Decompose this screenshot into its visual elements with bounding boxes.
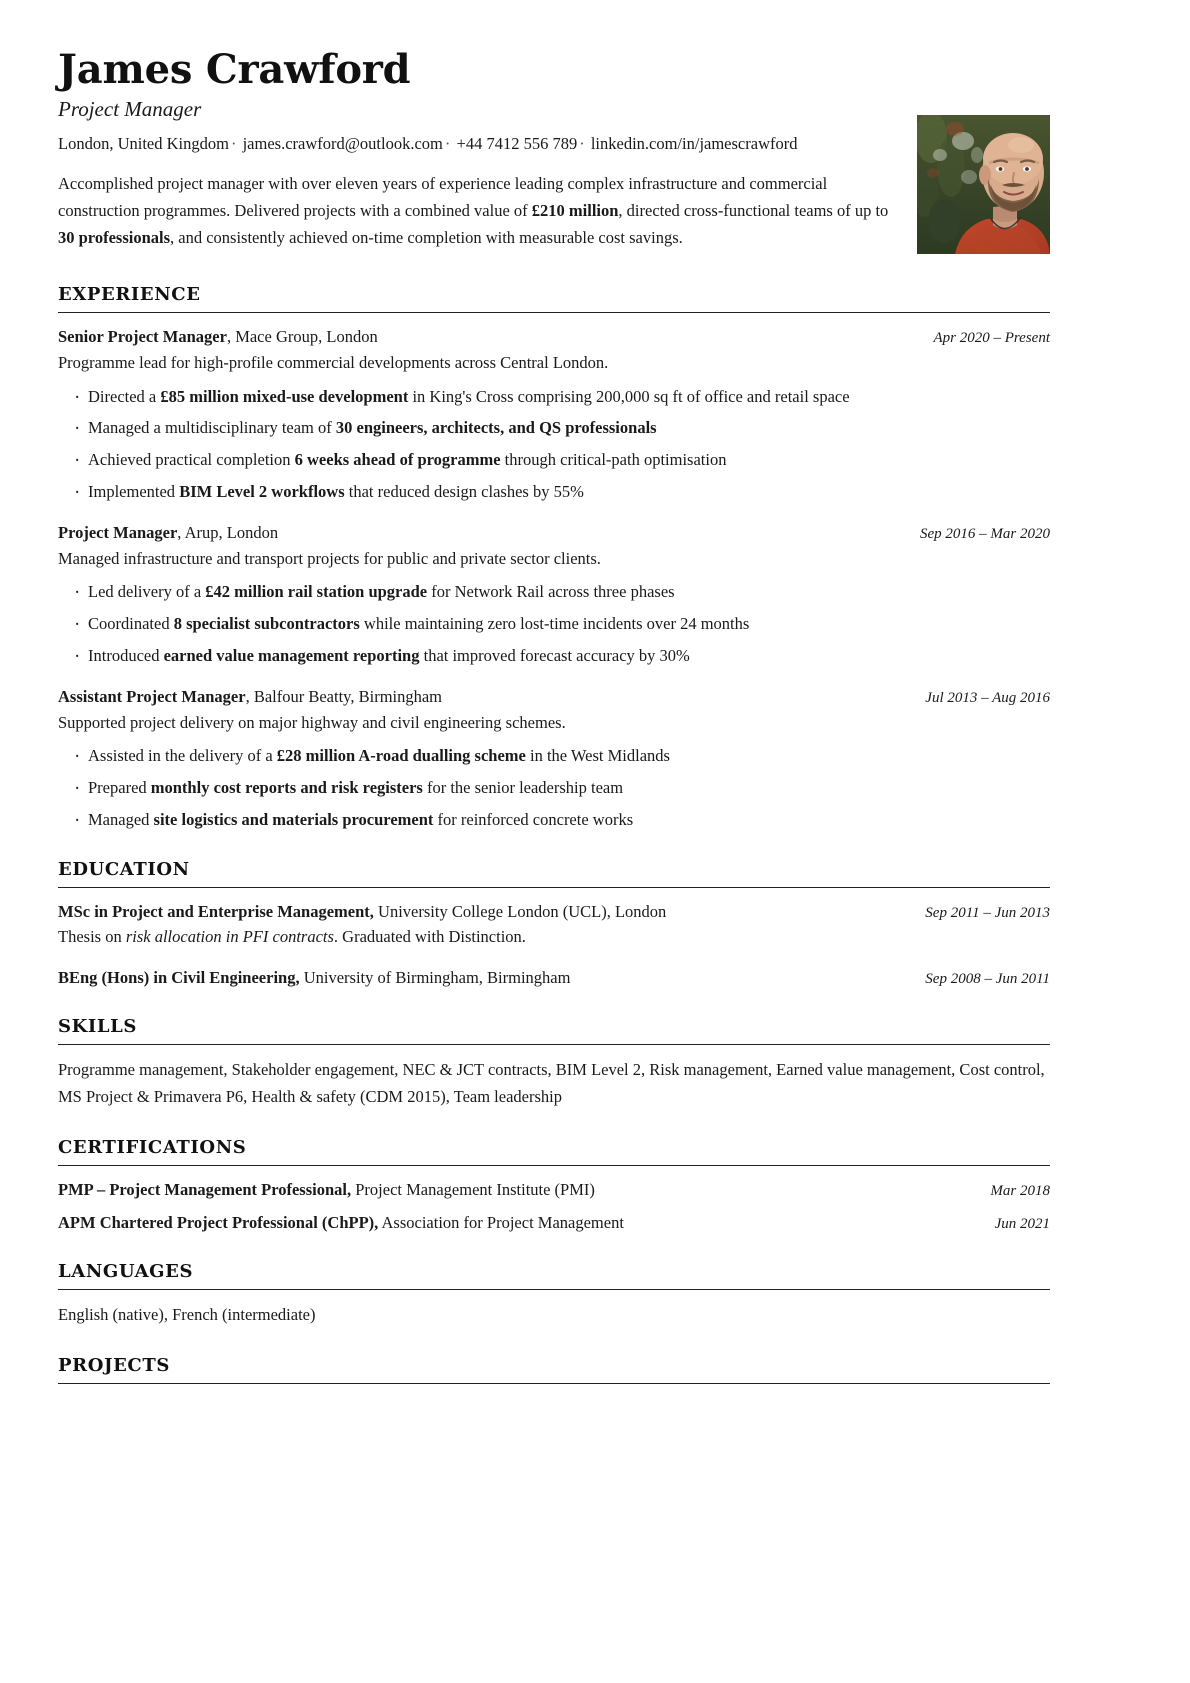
section-rule-experience	[58, 312, 1050, 313]
certification-issuer: Project Management Institute (PMI)	[355, 1179, 595, 1199]
list-item: · Led delivery of a £42 million rail station upgrade for Network Rail across three phases	[58, 580, 1050, 605]
experience-summary: Managed infrastructure and transport projects for public and private sector clients.	[58, 548, 601, 568]
education-location: Birmingham	[487, 968, 571, 988]
certification-entry	[58, 1178, 1050, 1202]
experience-location: London	[326, 327, 378, 346]
list-item: · Directed a £85 million mixed-use development in King's Cross comprising 200,000 sq ft of office and retail space	[58, 385, 1050, 410]
contact-separator-1: ·	[230, 134, 237, 154]
education-entry-title-line: BEng (Hons) in Civil Engineering, University of Birmingham, Birmingham	[58, 968, 571, 988]
list-item: · Assisted in the delivery of a £28 million A-road dualling scheme in the West Midlands	[58, 744, 1050, 769]
experience-company: Arup	[184, 522, 219, 542]
education-institution: University College London (UCL)	[378, 901, 607, 921]
education-entry-head	[58, 900, 1050, 924]
education-date: Sep 2008 – Jun 2011	[925, 971, 1050, 988]
experience-role: Assistant Project Manager	[58, 686, 246, 706]
section-rule-skills	[58, 1044, 1050, 1045]
experience-company: Balfour Beatty	[253, 686, 351, 706]
portrait-photo	[917, 115, 1050, 254]
education-degree: MSc in Project and Enterprise Management,	[58, 901, 374, 921]
candidate-job-title: Project Manager	[58, 97, 202, 122]
section-languages	[58, 1261, 1050, 1329]
list-item: · Achieved practical completion 6 weeks ahead of programme through critical-path optimisation	[58, 448, 1050, 473]
education-entry	[58, 900, 1050, 951]
education-institution: University of Birmingham	[303, 968, 479, 988]
list-item: · Coordinated 8 specialist subcontractors while maintaining zero lost-time incidents over 24 months	[58, 612, 1050, 637]
section-education	[58, 859, 1050, 991]
section-experience	[58, 284, 1050, 833]
section-title-skills: SKILLS	[58, 1016, 137, 1038]
education-detail: Thesis on risk allocation in PFI contracts. Graduated with Distinction.	[58, 927, 526, 947]
certification-entry-head	[58, 1211, 1050, 1235]
certification-entry	[58, 1211, 1050, 1235]
certification-name: APM Chartered Project Professional (ChPP),	[58, 1213, 379, 1233]
experience-company: Mace Group	[235, 327, 319, 346]
experience-location: London	[226, 522, 279, 542]
experience-entry-head	[58, 521, 1050, 545]
contact-linkedin[interactable]: linkedin.com/in/jamescrawford	[590, 134, 798, 154]
contact-line	[58, 131, 898, 158]
education-entry-head	[58, 966, 1050, 990]
contact-phone[interactable]: +44 7412 556 789	[456, 134, 578, 154]
experience-summary: Supported project delivery on major highway and civil engineering schemes.	[58, 712, 566, 732]
contact-location: London, United Kingdom	[58, 134, 229, 154]
certification-title-line	[58, 1211, 977, 1235]
education-entry	[58, 966, 1050, 990]
contact-separator-2: ·	[444, 134, 451, 154]
section-rule-education	[58, 887, 1050, 888]
experience-entry	[58, 685, 1050, 833]
list-item: · Prepared monthly cost reports and risk registers for the senior leadership team	[58, 776, 1050, 801]
section-title-projects: PROJECTS	[58, 1355, 170, 1377]
experience-entry-title-line: Assistant Project Manager, Balfour Beatty, Birmingham	[58, 686, 443, 706]
experience-date: Sep 2016 – Mar 2020	[920, 525, 1050, 542]
experience-bullet-list	[58, 580, 1050, 668]
list-item: · Managed site logistics and materials procurement for reinforced concrete works	[58, 808, 1050, 833]
education-entry-title-line: MSc in Project and Enterprise Management, University College London (UCL), London	[58, 901, 667, 921]
section-title-certifications: CERTIFICATIONS	[58, 1136, 247, 1158]
candidate-name: James Crawford	[58, 46, 411, 93]
experience-role: Senior Project Manager	[58, 327, 227, 346]
experience-entry-title-line: Senior Project Manager, Mace Group, London	[58, 327, 378, 346]
section-projects	[58, 1355, 1050, 1384]
skills-text: Programme management, Stakeholder engagement, NEC & JCT contracts, BIM Level 2, Risk management, Earned value management, Cost control, MS Project & Primavera P6, Health & safety (CDM 2015), Team leadership	[58, 1060, 1045, 1106]
experience-entry-title-line: Project Manager, Arup, London	[58, 522, 279, 542]
experience-role: Project Manager	[58, 522, 178, 542]
experience-date: Jul 2013 – Aug 2016	[925, 689, 1050, 706]
certification-entry-head	[58, 1178, 1050, 1202]
education-degree: BEng (Hons) in Civil Engineering,	[58, 968, 300, 988]
education-location: London	[614, 901, 667, 921]
resume-content	[58, 48, 1050, 1396]
experience-location: Birmingham	[358, 686, 443, 706]
section-title-education: EDUCATION	[58, 858, 190, 880]
section-title-languages: LANGUAGES	[58, 1261, 194, 1283]
experience-entry-head	[58, 325, 1050, 349]
section-rule-projects	[58, 1383, 1050, 1384]
experience-entry-head	[58, 685, 1050, 709]
section-rule-certifications	[58, 1165, 1050, 1166]
experience-summary: Programme lead for high-profile commercial developments across Central London.	[58, 352, 609, 372]
education-date: Sep 2011 – Jun 2013	[925, 904, 1050, 921]
section-skills	[58, 1016, 1050, 1110]
experience-entry	[58, 325, 1050, 505]
resume-header	[58, 48, 1050, 258]
portrait-photo-image	[917, 115, 1050, 254]
experience-date: Apr 2020 – Present	[933, 330, 1050, 346]
contact-email[interactable]: james.crawford@outlook.com	[242, 134, 443, 154]
section-title-experience: EXPERIENCE	[58, 284, 201, 305]
experience-entry	[58, 521, 1050, 669]
professional-summary: Accomplished project manager with over eleven years of experience leading complex infrastructure and commercial construction programmes. Delivered projects with a combined value of £210 million, directed cross-functional teams of up to 30 professionals, and consistently achieved on-time completion with measurable cost savings.	[58, 174, 889, 247]
section-certifications	[58, 1137, 1050, 1236]
experience-bullet-list	[58, 744, 1050, 832]
certification-date: Jun 2021	[994, 1216, 1050, 1233]
certification-date: Mar 2018	[990, 1182, 1050, 1199]
certification-title-line	[58, 1178, 972, 1202]
certification-name: PMP – Project Management Professional,	[58, 1179, 352, 1199]
list-item: · Introduced earned value management reporting that improved forecast accuracy by 30%	[58, 644, 1050, 669]
certification-issuer: Association for Project Management	[381, 1213, 624, 1233]
list-item: · Managed a multidisciplinary team of 30 engineers, architects, and QS professionals	[58, 416, 1050, 441]
list-item: · Implemented BIM Level 2 workflows that reduced design clashes by 55%	[58, 480, 1050, 505]
experience-bullet-list	[58, 385, 1050, 505]
contact-separator-3: ·	[579, 134, 585, 154]
languages-text: English (native), French (intermediate)	[58, 1305, 316, 1325]
section-rule-languages	[58, 1289, 1050, 1290]
